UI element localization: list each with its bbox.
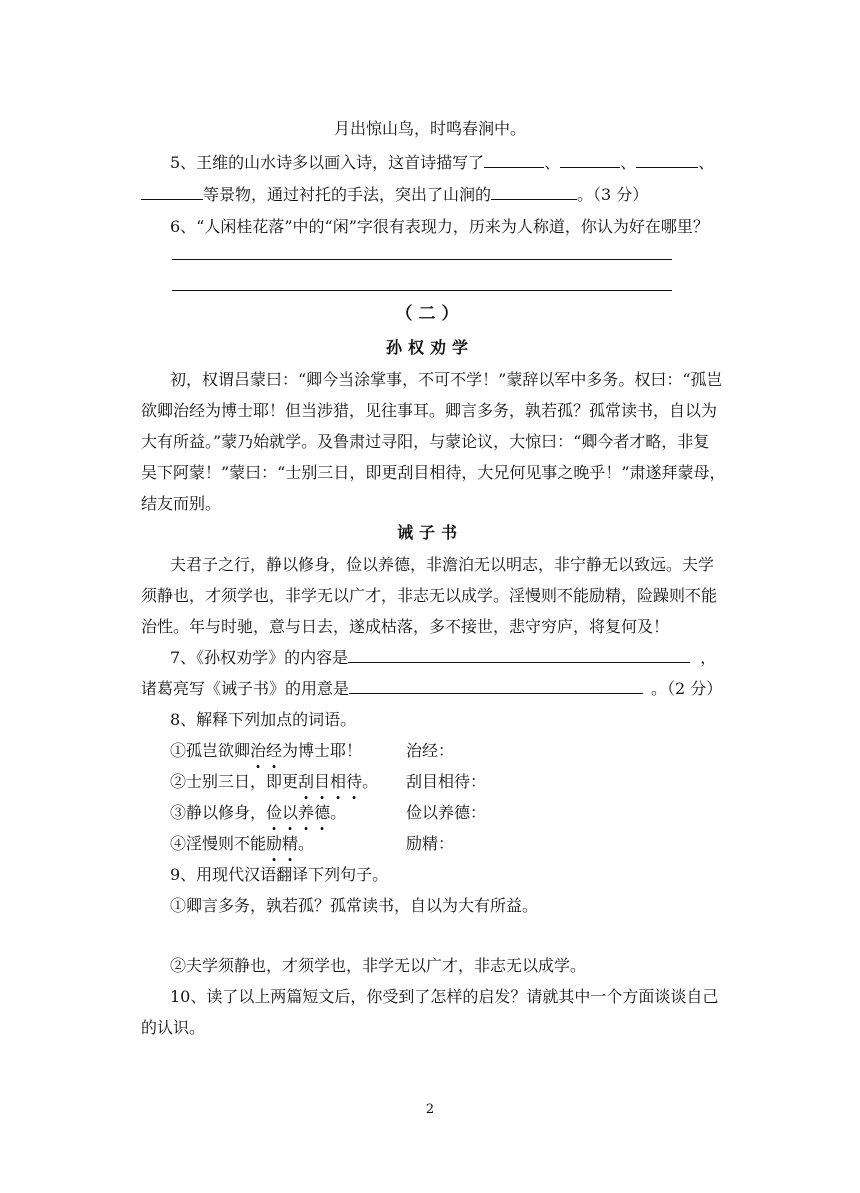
question-5-line-1 [170, 153, 714, 173]
passage-1-line: 初，权谓吕蒙曰：“卿今当涂掌事，不可不学！”蒙辞以军中多务。权曰：“孤岂 [170, 370, 723, 389]
question-8-item [170, 772, 378, 792]
term-label: 刮目相待： [406, 772, 487, 791]
passage-1-line: 吴下阿蒙！”蒙曰：“士别三日，即更刮目相待，大兄何见事之晚乎！”肃遂拜蒙母， [141, 463, 726, 482]
question-8-item [170, 741, 362, 761]
q7-text-1: 7、《孙权劝学》的内容是 [170, 648, 349, 667]
item-text: 。 [330, 803, 347, 822]
item-text: ③静以修身， [170, 803, 267, 822]
question-7-line-2 [141, 679, 722, 699]
passage-1-line: 欲卿治经为博士耶！但当涉猎，见往事耳。卿言多务，孰若孤？孤常读书，自以为 [141, 401, 718, 420]
item-text: 。 [362, 772, 379, 791]
answer-blank[interactable] [560, 153, 620, 168]
answer-line[interactable] [172, 259, 672, 260]
passage-1-line: 结友而别。 [141, 494, 222, 513]
dotted-word: 励精 [266, 834, 299, 853]
item-text: ④淫慢则不能 [170, 834, 267, 853]
passage-2-line: 须静也，才须学也，非学无以广才，非志无以成学。淫慢则不能励精，险躁则不能 [141, 586, 718, 605]
page-number: 2 [425, 1102, 435, 1117]
item-text: ②士别三日，即更 [170, 772, 299, 791]
answer-blank[interactable] [484, 153, 544, 168]
q7-comma: ， [700, 648, 717, 667]
dotted-word: 俭以养德 [266, 803, 331, 822]
q7-score: 。（2 分） [651, 679, 723, 698]
q7-text-2: 诸葛亮写《诫子书》的用意是 [141, 679, 350, 698]
item-text: ①孤岂欲卿 [170, 741, 251, 760]
question-6: 6、“人闲桂花落”中的“闲”字很有表现力，历来为人称道，你认为好在哪里？ [170, 217, 709, 236]
question-10-line-2: 的认识。 [141, 1018, 206, 1037]
answer-blank[interactable] [636, 153, 698, 168]
dotted-word: 刮目相待 [298, 772, 363, 791]
poem-last-line: 月出惊山鸟，时鸣春涧中。 [333, 119, 526, 138]
answer-blank[interactable] [349, 679, 643, 694]
answer-blank[interactable] [491, 185, 577, 200]
question-8-item [170, 834, 314, 854]
item-text: 。 [298, 834, 315, 853]
question-8-item [170, 803, 346, 823]
answer-blank[interactable] [141, 185, 203, 200]
passage-1-line: 大有所益。”蒙乃始就学。及鲁肃过寻阳，与蒙论议，大惊曰：“卿今者才略，非复 [141, 432, 710, 451]
item-text: 为博士耶！ [282, 741, 363, 760]
question-9-prompt: 9、用现代汉语翻译下列句子。 [170, 865, 389, 884]
separator: 、 [620, 153, 637, 172]
passage-2-line: 治性。年与时驰，意与日去，遂成枯落，多不接世，悲守穷庐，将复何及！ [141, 617, 670, 636]
separator: 、 [698, 153, 715, 172]
term-label: 治经： [406, 741, 455, 760]
question-9-sentence-2: ②夫学须静也，才须学也，非学无以广才，非志无以成学。 [170, 956, 587, 975]
question-8-prompt: 8、解释下列加点的词语。 [170, 710, 357, 729]
question-9-sentence-1: ①卿言多务，孰若孤？孤常读书，自以为大有所益。 [170, 896, 539, 915]
q5-score: 。（3 分） [577, 185, 649, 204]
separator: 、 [544, 153, 561, 172]
q5-text-1: 5、王维的山水诗多以画入诗，这首诗描写了 [170, 153, 485, 172]
term-label: 励精： [406, 834, 455, 853]
passage-1-title: 孙权劝学 [385, 338, 474, 357]
question-5-line-2 [141, 185, 648, 205]
answer-blank[interactable] [348, 648, 690, 663]
question-10-line-1: 10、读了以上两篇短文后，你受到了怎样的启发？请就其中一个方面谈谈自己 [170, 987, 719, 1006]
dotted-word: 治经 [250, 741, 283, 760]
section-title: （二） [395, 304, 465, 324]
passage-2-title: 诫子书 [396, 523, 463, 542]
question-7-line-1 [170, 648, 716, 668]
q5-text-2: 等景物，通过衬托的手法，突出了山涧的 [203, 185, 492, 204]
term-label: 俭以养德： [406, 803, 487, 822]
passage-2-line: 夫君子之行，静以修身，俭以养德，非澹泊无以明志，非宁静无以致远。夫学 [170, 555, 715, 574]
answer-line[interactable] [172, 290, 672, 291]
